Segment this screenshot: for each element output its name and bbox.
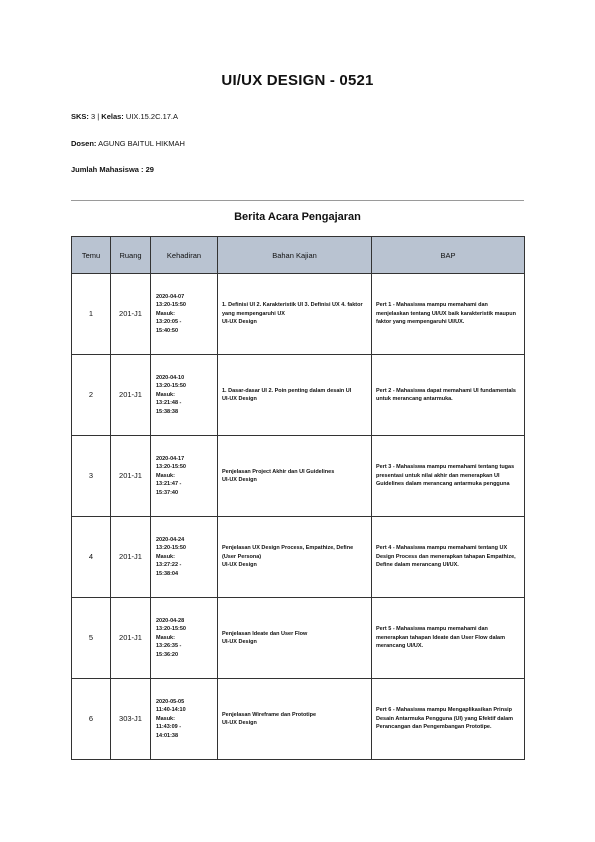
kehadiran-cell (151, 436, 218, 517)
bap-text: Pert 5 - Mahasiswa mampu memahami dan menerapkan tahapan Ideate dan User Flow dalam merancang UI/UX. (376, 626, 505, 650)
bap-cell (372, 274, 525, 355)
bap-text: Pert 3 - Mahasiswa mampu memahami tentang tugas presentasi untuk nilai akhir dan menerapkan UI Guidelines dalam merancang antarmuka pengguna (376, 464, 515, 488)
kehadiran-text: 2020-04-07 13:20-15:50 Masuk: 13:20:05 - 15:40:50 (156, 293, 186, 334)
column-header-bahan-kajian: Bahan Kajian (218, 237, 372, 274)
column-header-kehadiran: Kehadiran (151, 237, 218, 274)
divider (71, 200, 524, 201)
bap-cell (372, 598, 525, 679)
kehadiran-text: 2020-04-10 13:20-15:50 Masuk: 13:21:48 - 15:38:38 (156, 374, 186, 415)
kehadiran-text: 2020-04-24 13:20-15:50 Masuk: 13:27:22 - 15:38:04 (156, 536, 186, 577)
dosen-value: AGUNG BAITUL HIKMAH (96, 139, 185, 148)
jumlah-mahasiswa-line (71, 165, 154, 174)
kehadiran-text: 2020-05-05 11:40-14:10 Masuk: 11:43:09 - 14:01:38 (156, 698, 186, 739)
bahan-kajian-text: Penjelasan Project Akhir dan UI Guidelines UI-UX Design (222, 468, 335, 483)
ruang-cell: 201-J1 (111, 355, 151, 436)
sks-label: SKS: (71, 112, 89, 121)
kehadiran-text: 2020-04-17 13:20-15:50 Masuk: 13:21:47 - 15:37:40 (156, 455, 186, 496)
table-row (72, 679, 525, 760)
dosen-line (71, 139, 185, 148)
temu-cell: 1 (72, 274, 111, 355)
bahan-kajian-text: Penjelasan UX Design Process, Empathize, Define (User Persona) UI-UX Design (222, 545, 354, 569)
kelas-label: Kelas: (101, 112, 124, 121)
bahan-kajian-cell (218, 274, 372, 355)
kehadiran-cell (151, 517, 218, 598)
bap-cell (372, 679, 525, 760)
sks-kelas-line (71, 112, 178, 121)
ruang-cell: 303-J1 (111, 679, 151, 760)
bap-cell (372, 355, 525, 436)
kehadiran-text: 2020-04-28 13:20-15:50 Masuk: 13:26:35 - 15:36:20 (156, 617, 186, 658)
ruang-cell: 201-J1 (111, 436, 151, 517)
temu-cell: 2 (72, 355, 111, 436)
table-row (72, 517, 525, 598)
temu-cell: 3 (72, 436, 111, 517)
bahan-kajian-text: Penjelasan Ideate dan User Flow UI-UX Design (222, 630, 308, 645)
jumlah-value: : 29 (138, 165, 154, 174)
temu-cell: 4 (72, 517, 111, 598)
column-header-bap: BAP (372, 237, 525, 274)
bap-cell (372, 436, 525, 517)
table-row (72, 274, 525, 355)
section-title: Berita Acara Pengajaran (234, 211, 361, 223)
ruang-cell: 201-J1 (111, 517, 151, 598)
kehadiran-cell (151, 679, 218, 760)
kehadiran-cell (151, 598, 218, 679)
bahan-kajian-cell (218, 436, 372, 517)
bahan-kajian-text: 1. Dasar-dasar UI 2. Poin penting dalam desain UI UI-UX Design (222, 387, 352, 402)
column-header-ruang: Ruang (111, 237, 151, 274)
berita-acara-table (71, 236, 525, 760)
bahan-kajian-cell (218, 598, 372, 679)
table-header-row (72, 237, 525, 274)
ruang-cell: 201-J1 (111, 274, 151, 355)
temu-cell: 6 (72, 679, 111, 760)
bahan-kajian-text: Penjelasan Wireframe dan Prototipe UI-UX Design (222, 711, 317, 726)
bahan-kajian-cell (218, 679, 372, 760)
kehadiran-cell (151, 274, 218, 355)
page-title: UI/UX DESIGN - 0521 (221, 72, 374, 89)
table-row (72, 355, 525, 436)
bap-text: Pert 1 - Mahasiswa mampu memahami dan menjelaskan tentang UI/UX baik karakteristik maupun faktor yang mempengaruhi UI/UX. (376, 302, 516, 326)
bap-text: Pert 6 - Mahasiswa mampu Mengaplikasikan Prinsip Desain Antarmuka Pengguna (UI) yang Efektif dalam Perancangan dan Pengembangan Prototipe. (376, 707, 514, 731)
kehadiran-cell (151, 355, 218, 436)
bahan-kajian-cell (218, 355, 372, 436)
column-header-temu: Temu (72, 237, 111, 274)
bap-text: Pert 2 - Mahasiswa dapat memahami UI fundamentals untuk merancang antarmuka. (376, 387, 516, 402)
table-row (72, 436, 525, 517)
bap-cell (372, 517, 525, 598)
jumlah-label: Jumlah Mahasiswa (71, 165, 139, 174)
table-row (72, 598, 525, 679)
ruang-cell: 201-J1 (111, 598, 151, 679)
bahan-kajian-text: 1. Definisi UI 2. Karakteristik UI 3. Definisi UX 4. faktor yang mempengaruhi UX UI-UX Design (222, 302, 363, 326)
bap-text: Pert 4 - Mahasiswa mampu memahami tentang UX Design Process dan menerapkan tahapan Empathize, Define dalam merancang UI/UX. (376, 545, 516, 569)
bahan-kajian-cell (218, 517, 372, 598)
sks-value: 3 | (88, 112, 102, 121)
temu-cell: 5 (72, 598, 111, 679)
dosen-label: Dosen: (71, 139, 97, 148)
kelas-value: UIX.15.2C.17.A (123, 112, 179, 121)
